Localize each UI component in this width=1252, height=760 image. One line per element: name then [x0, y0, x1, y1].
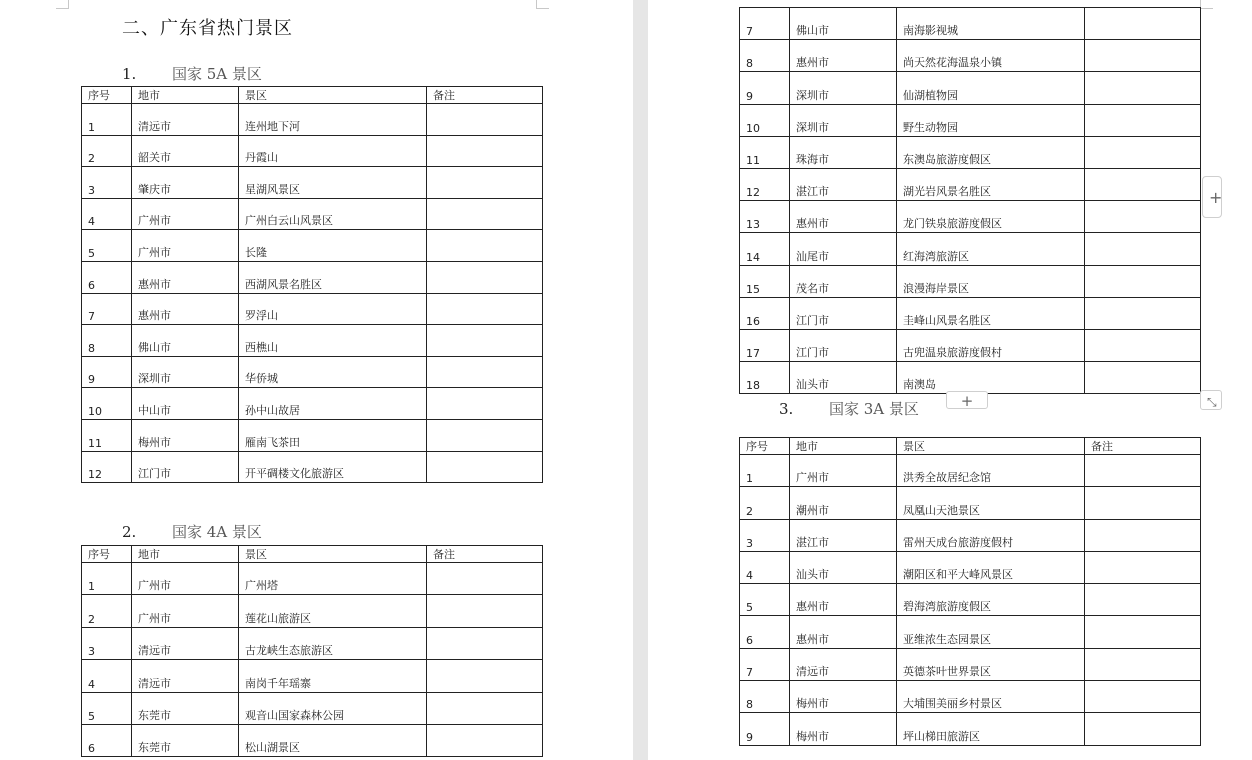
section-title-text: 国家 4A 景区	[172, 523, 262, 541]
cell-remarks	[427, 293, 543, 325]
cell-spot: 野生动物园	[897, 104, 1085, 136]
cell-remarks	[1085, 487, 1201, 519]
table-row	[740, 201, 1201, 233]
cell-remarks	[1085, 616, 1201, 648]
table-header-row	[82, 546, 543, 563]
cell-city: 江门市	[790, 329, 897, 361]
column-header-index: 序号	[740, 438, 790, 455]
table-row	[740, 168, 1201, 200]
cell-remarks	[1085, 455, 1201, 487]
cell-spot: 尚天然花海温泉小镇	[897, 40, 1085, 72]
column-header-city: 地市	[132, 87, 239, 104]
cell-remarks	[427, 325, 543, 357]
section-title-text: 国家 3A 景区	[829, 400, 919, 418]
table-row	[82, 167, 543, 199]
page-gap	[633, 0, 648, 760]
table-row	[740, 104, 1201, 136]
cell-remarks	[1085, 72, 1201, 104]
column-header-index: 序号	[82, 546, 132, 563]
cell-spot: 松山湖景区	[239, 724, 427, 756]
table-row	[82, 198, 543, 230]
cell-city: 韶关市	[132, 135, 239, 167]
table-row	[740, 713, 1201, 745]
table-row	[82, 293, 543, 325]
table-3a-scenic-spots	[739, 437, 1201, 746]
cell-index: 3	[82, 627, 132, 659]
cell-city: 深圳市	[790, 72, 897, 104]
cell-city: 清远市	[790, 648, 897, 680]
cell-remarks	[427, 261, 543, 293]
table-row	[740, 519, 1201, 551]
cell-city: 佛山市	[132, 325, 239, 357]
table-row	[82, 419, 543, 451]
cell-spot: 湖光岩风景名胜区	[897, 168, 1085, 200]
resize-diagonal-icon: ⤡	[1207, 395, 1217, 409]
table-row	[740, 616, 1201, 648]
cell-remarks	[1085, 40, 1201, 72]
cell-spot: 星湖风景区	[239, 167, 427, 199]
table-row	[82, 261, 543, 293]
table-row	[82, 230, 543, 262]
cell-index: 11	[740, 136, 790, 168]
cell-index: 4	[82, 198, 132, 230]
cell-index: 6	[82, 261, 132, 293]
cell-spot: 圭峰山风景名胜区	[897, 297, 1085, 329]
cell-index: 2	[82, 135, 132, 167]
page-corner-mark	[56, 0, 69, 9]
cell-city: 惠州市	[790, 40, 897, 72]
cell-index: 10	[82, 388, 132, 420]
table-header-row	[740, 438, 1201, 455]
cell-spot: 碧海湾旅游度假区	[897, 584, 1085, 616]
cell-index: 5	[740, 584, 790, 616]
cell-city: 汕头市	[790, 362, 897, 394]
cell-index: 1	[740, 455, 790, 487]
table-row	[740, 297, 1201, 329]
cell-spot: 南澳岛	[897, 362, 1085, 394]
cell-index: 12	[82, 451, 132, 483]
cell-remarks	[1085, 104, 1201, 136]
cell-spot: 雁南飞茶田	[239, 419, 427, 451]
cell-city: 清远市	[132, 104, 239, 136]
table-row	[740, 329, 1201, 361]
cell-index: 8	[740, 40, 790, 72]
cell-spot: 洪秀全故居纪念馆	[897, 455, 1085, 487]
cell-city: 湛江市	[790, 519, 897, 551]
cell-city: 广州市	[790, 455, 897, 487]
cell-city: 深圳市	[132, 356, 239, 388]
cell-remarks	[427, 419, 543, 451]
cell-index: 17	[740, 329, 790, 361]
table-row	[740, 487, 1201, 519]
cell-index: 2	[740, 487, 790, 519]
cell-remarks	[1085, 168, 1201, 200]
cell-spot: 古龙峡生态旅游区	[239, 627, 427, 659]
cell-index: 16	[740, 297, 790, 329]
cell-spot: 广州白云山风景区	[239, 198, 427, 230]
table-4a-continued	[739, 7, 1201, 394]
document-heading: 二、广东省热门景区	[122, 18, 293, 39]
cell-index: 4	[740, 551, 790, 583]
table-header-row	[82, 87, 543, 104]
column-header-city: 地市	[132, 546, 239, 563]
cell-spot: 亚维浓生态园景区	[897, 616, 1085, 648]
cell-index: 7	[740, 8, 790, 40]
table-row	[740, 136, 1201, 168]
table-row	[82, 563, 543, 595]
cell-city: 广州市	[132, 563, 239, 595]
table-row	[82, 660, 543, 692]
cell-spot: 南岗千年瑶寨	[239, 660, 427, 692]
cell-spot: 雷州天成台旅游度假村	[897, 519, 1085, 551]
cell-city: 惠州市	[790, 584, 897, 616]
cell-city: 清远市	[132, 627, 239, 659]
cell-index: 15	[740, 265, 790, 297]
column-header-spot: 景区	[897, 438, 1085, 455]
table-row	[82, 325, 543, 357]
table-row	[740, 8, 1201, 40]
cell-remarks	[1085, 265, 1201, 297]
cell-spot: 古兜温泉旅游度假村	[897, 329, 1085, 361]
table-row	[82, 104, 543, 136]
plus-icon: +	[960, 392, 974, 410]
cell-spot: 孙中山故居	[239, 388, 427, 420]
cell-index: 18	[740, 362, 790, 394]
cell-index: 4	[82, 660, 132, 692]
table-row	[82, 692, 543, 724]
cell-city: 湛江市	[790, 168, 897, 200]
cell-city: 汕尾市	[790, 233, 897, 265]
cell-index: 9	[82, 356, 132, 388]
cell-city: 惠州市	[132, 293, 239, 325]
cell-remarks	[1085, 519, 1201, 551]
section-number: 2.	[122, 523, 137, 541]
cell-remarks	[427, 563, 543, 595]
cell-index: 13	[740, 201, 790, 233]
table-row	[82, 627, 543, 659]
section-number: 3.	[779, 400, 794, 418]
column-header-remarks: 备注	[427, 87, 543, 104]
cell-remarks	[1085, 329, 1201, 361]
cell-remarks	[427, 198, 543, 230]
cell-remarks	[427, 692, 543, 724]
cell-city: 江门市	[132, 451, 239, 483]
cell-index: 5	[82, 692, 132, 724]
cell-index: 8	[82, 325, 132, 357]
cell-index: 7	[740, 648, 790, 680]
page-corner-mark	[536, 0, 549, 9]
cell-remarks	[427, 595, 543, 627]
table-row	[740, 72, 1201, 104]
table-row	[740, 681, 1201, 713]
column-header-remarks: 备注	[427, 546, 543, 563]
table-row	[740, 551, 1201, 583]
section-title-text: 国家 5A 景区	[172, 65, 262, 83]
column-header-remarks: 备注	[1085, 438, 1201, 455]
cell-spot: 浪漫海岸景区	[897, 265, 1085, 297]
cell-spot: 潮阳区和平大峰风景区	[897, 551, 1085, 583]
column-header-spot: 景区	[239, 87, 427, 104]
column-header-city: 地市	[790, 438, 897, 455]
cell-spot: 仙湖植物园	[897, 72, 1085, 104]
cell-spot: 莲花山旅游区	[239, 595, 427, 627]
cell-remarks	[1085, 362, 1201, 394]
cell-city: 佛山市	[790, 8, 897, 40]
cell-index: 3	[82, 167, 132, 199]
cell-remarks	[427, 356, 543, 388]
section-title-5a	[122, 63, 262, 84]
cell-city: 广州市	[132, 595, 239, 627]
cell-remarks	[1085, 681, 1201, 713]
cell-city: 梅州市	[132, 419, 239, 451]
cell-index: 5	[82, 230, 132, 262]
table-row	[740, 648, 1201, 680]
cell-spot: 开平碉楼文化旅游区	[239, 451, 427, 483]
table-4a-scenic-spots	[81, 545, 543, 757]
cell-remarks	[1085, 201, 1201, 233]
cell-remarks	[427, 230, 543, 262]
cell-remarks	[1085, 551, 1201, 583]
table-row	[82, 388, 543, 420]
cell-remarks	[1085, 8, 1201, 40]
cell-index: 14	[740, 233, 790, 265]
cell-spot: 英德茶叶世界景区	[897, 648, 1085, 680]
cell-city: 潮州市	[790, 487, 897, 519]
cell-spot: 广州塔	[239, 563, 427, 595]
cell-index: 9	[740, 713, 790, 745]
cell-spot: 红海湾旅游区	[897, 233, 1085, 265]
cell-spot: 连州地下河	[239, 104, 427, 136]
cell-city: 东莞市	[132, 692, 239, 724]
cell-city: 深圳市	[790, 104, 897, 136]
cell-index: 6	[82, 724, 132, 756]
cell-spot: 观音山国家森林公园	[239, 692, 427, 724]
cell-index: 11	[82, 419, 132, 451]
page-corner-mark	[1200, 0, 1213, 9]
cell-index: 3	[740, 519, 790, 551]
cell-remarks	[1085, 136, 1201, 168]
cell-city: 惠州市	[790, 201, 897, 233]
cell-spot: 凤凰山天池景区	[897, 487, 1085, 519]
table-row	[740, 233, 1201, 265]
cell-city: 汕头市	[790, 551, 897, 583]
cell-city: 广州市	[132, 198, 239, 230]
cell-spot: 西湖风景名胜区	[239, 261, 427, 293]
table-row	[740, 455, 1201, 487]
cell-city: 梅州市	[790, 713, 897, 745]
cell-remarks	[1085, 648, 1201, 680]
table-row	[82, 135, 543, 167]
cell-index: 1	[82, 104, 132, 136]
section-number: 1.	[122, 65, 137, 83]
cell-spot: 大埔围美丽乡村景区	[897, 681, 1085, 713]
cell-spot: 西樵山	[239, 325, 427, 357]
cell-spot: 龙门铁泉旅游度假区	[897, 201, 1085, 233]
cell-city: 惠州市	[132, 261, 239, 293]
cell-index: 10	[740, 104, 790, 136]
cell-index: 8	[740, 681, 790, 713]
cell-city: 茂名市	[790, 265, 897, 297]
table-row	[82, 595, 543, 627]
cell-index: 12	[740, 168, 790, 200]
cell-city: 梅州市	[790, 681, 897, 713]
table-row	[82, 356, 543, 388]
cell-index: 1	[82, 563, 132, 595]
cell-city: 中山市	[132, 388, 239, 420]
cell-remarks	[1085, 297, 1201, 329]
cell-city: 惠州市	[790, 616, 897, 648]
cell-remarks	[427, 388, 543, 420]
cell-index: 9	[740, 72, 790, 104]
cell-remarks	[427, 135, 543, 167]
cell-city: 清远市	[132, 660, 239, 692]
cell-remarks	[427, 104, 543, 136]
cell-city: 广州市	[132, 230, 239, 262]
cell-remarks	[427, 451, 543, 483]
cell-remarks	[427, 167, 543, 199]
table-row	[740, 584, 1201, 616]
table-row	[740, 362, 1201, 394]
cell-remarks	[1085, 233, 1201, 265]
cell-city: 肇庆市	[132, 167, 239, 199]
cell-spot: 长隆	[239, 230, 427, 262]
cell-remarks	[427, 724, 543, 756]
section-title-4a	[122, 521, 262, 542]
table-row	[740, 40, 1201, 72]
column-header-index: 序号	[82, 87, 132, 104]
cell-index: 7	[82, 293, 132, 325]
cell-spot: 丹霞山	[239, 135, 427, 167]
cell-remarks	[1085, 584, 1201, 616]
table-row	[740, 265, 1201, 297]
table-5a-scenic-spots	[81, 86, 543, 483]
cell-city: 江门市	[790, 297, 897, 329]
cell-spot: 南海影视城	[897, 8, 1085, 40]
cell-remarks	[427, 627, 543, 659]
table-row	[82, 724, 543, 756]
add-row-button[interactable]	[946, 391, 988, 409]
cell-remarks	[1085, 713, 1201, 745]
cell-index: 6	[740, 616, 790, 648]
add-column-button[interactable]	[1202, 176, 1222, 218]
table-row	[82, 451, 543, 483]
cell-spot: 坪山梯田旅游区	[897, 713, 1085, 745]
cell-index: 2	[82, 595, 132, 627]
cell-spot: 罗浮山	[239, 293, 427, 325]
cell-city: 东莞市	[132, 724, 239, 756]
table-resize-handle[interactable]	[1200, 390, 1222, 410]
section-title-3a	[779, 398, 919, 419]
plus-icon: +	[1209, 188, 1223, 207]
cell-remarks	[427, 660, 543, 692]
column-header-spot: 景区	[239, 546, 427, 563]
cell-spot: 华侨城	[239, 356, 427, 388]
cell-spot: 东澳岛旅游度假区	[897, 136, 1085, 168]
cell-city: 珠海市	[790, 136, 897, 168]
